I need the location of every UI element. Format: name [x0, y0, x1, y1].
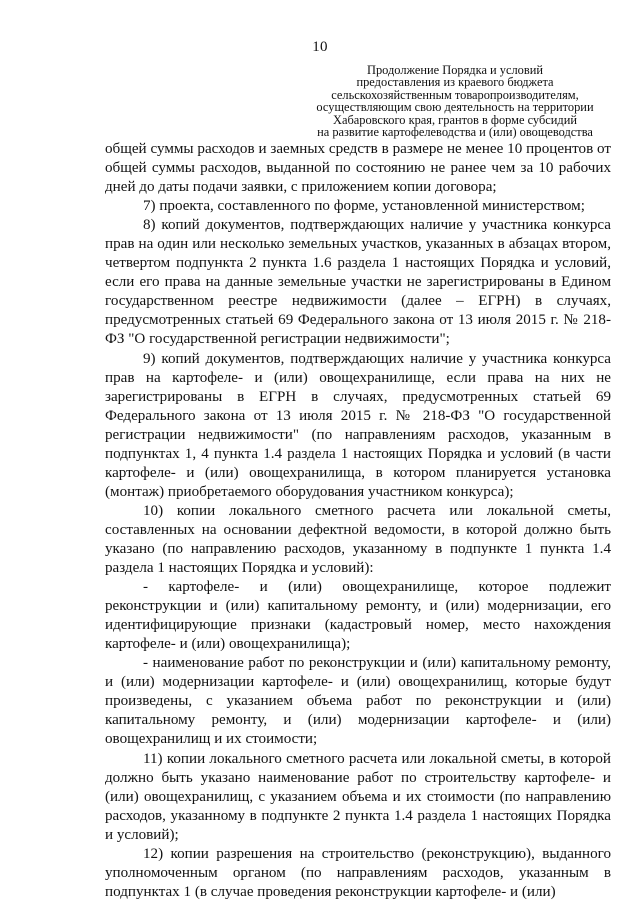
paragraph: 12) копии разрешения на строительство (реконструкцию), выданного уполномоченным органом (по направлениям расходов, указанным в подпунктах 1 (в случае проведения реконструкции картофеле- и (или): [105, 845, 611, 900]
paragraph: 11) копии локального сметного расчета или локальной сметы, в которой должно быть указано наименование работ по строительству картофеле- и (или) овощехранилищ, с указанием объема и их стоимости (по направлению расходов, указанному в подпункте 2 пункта 1.4 раздела 1 настоящих Порядка и условий);: [105, 750, 611, 843]
header-line: осуществляющим свою деятельность на территории: [316, 100, 594, 115]
paragraph: 9) копий документов, подтверждающих наличие у участника конкурса прав на картофеле- и (или) овощехранилище, если права на них не зарегистрированы в ЕГРН в случаях, предусмотренных статьей 69 Федерального закона от 13 июля 2015 г. № 218-ФЗ "О государственной регистрации недвижимости" (по направлениям расходов, указанным в подпунктах 1, 4 пункта 1.4 раздела 1 настоящих Порядка и условий (в части картофеле- и (или) овощехранилища, в котором планируется установка (монтаж) приобретаемого оборудования участником конкурса);: [105, 350, 611, 500]
page-number: 10: [312, 39, 328, 55]
header-line: Хабаровского края, грантов в форме субсидий: [333, 112, 577, 127]
paragraph: - картофеле- и (или) овощехранилище, которое подлежит реконструкции и (или) капитальному ремонту, и (или) модернизации, его идентифицирующие признаки (кадастровый номер, место нахождения картофеле- и (или) овощехранилища);: [105, 579, 611, 653]
header-line: Продолжение Порядка и условий: [367, 63, 543, 77]
paragraph: 7) проекта, составленного по форме, установленной министерством;: [143, 198, 585, 215]
header-line: предоставления из краевого бюджета: [356, 75, 554, 90]
paragraph: 10) копии локального сметного расчета или локальной сметы, составленных на основании дефектной ведомости, в которой должно быть указано (по направлению расходов, указанному в подпункте 1 пункта 1.4 раздела 1 настоящих Порядка и условий):: [105, 502, 611, 577]
paragraph: 8) копий документов, подтверждающих наличие у участника конкурса прав на один или несколько земельных участков, указанных в абзацах втором, четвертом подпункта 2 пункта 1.6 раздела 1 настоящих Порядка и условий, если его права на данные земельные участки не зарегистрированы в Едином государственном реестре недвижимости (далее – ЕГРН) в случаях, предусмотренных статьей 69 Федерального закона от 13 июля 2015 г. № 218-ФЗ "О государственной регистрации недвижимости";: [105, 217, 611, 348]
document-header: [305, 64, 605, 138]
body-text: [105, 140, 611, 902]
header-line: сельскохозяйственным товаропроизводителям,: [331, 87, 579, 102]
paragraph: - наименование работ по реконструкции и (или) капитальному ремонту, и (или) модернизации картофеле- и (или) овощехранилищ, которые будут произведены, с указанием объема работ по реконструкции и (или) капитальному ремонту, и (или) модернизации картофеле- и (или) овощехранилищ и их стоимости;: [105, 655, 611, 748]
header-line: на развитие картофелеводства и (или) овощеводства: [317, 125, 593, 140]
paragraph: общей суммы расходов и заемных средств в размере не менее 10 процентов от общей суммы расходов, выданной по состоянию не ранее чем за 10 рабочих дней до даты подачи заявки, с приложением копии договора;: [105, 141, 611, 196]
